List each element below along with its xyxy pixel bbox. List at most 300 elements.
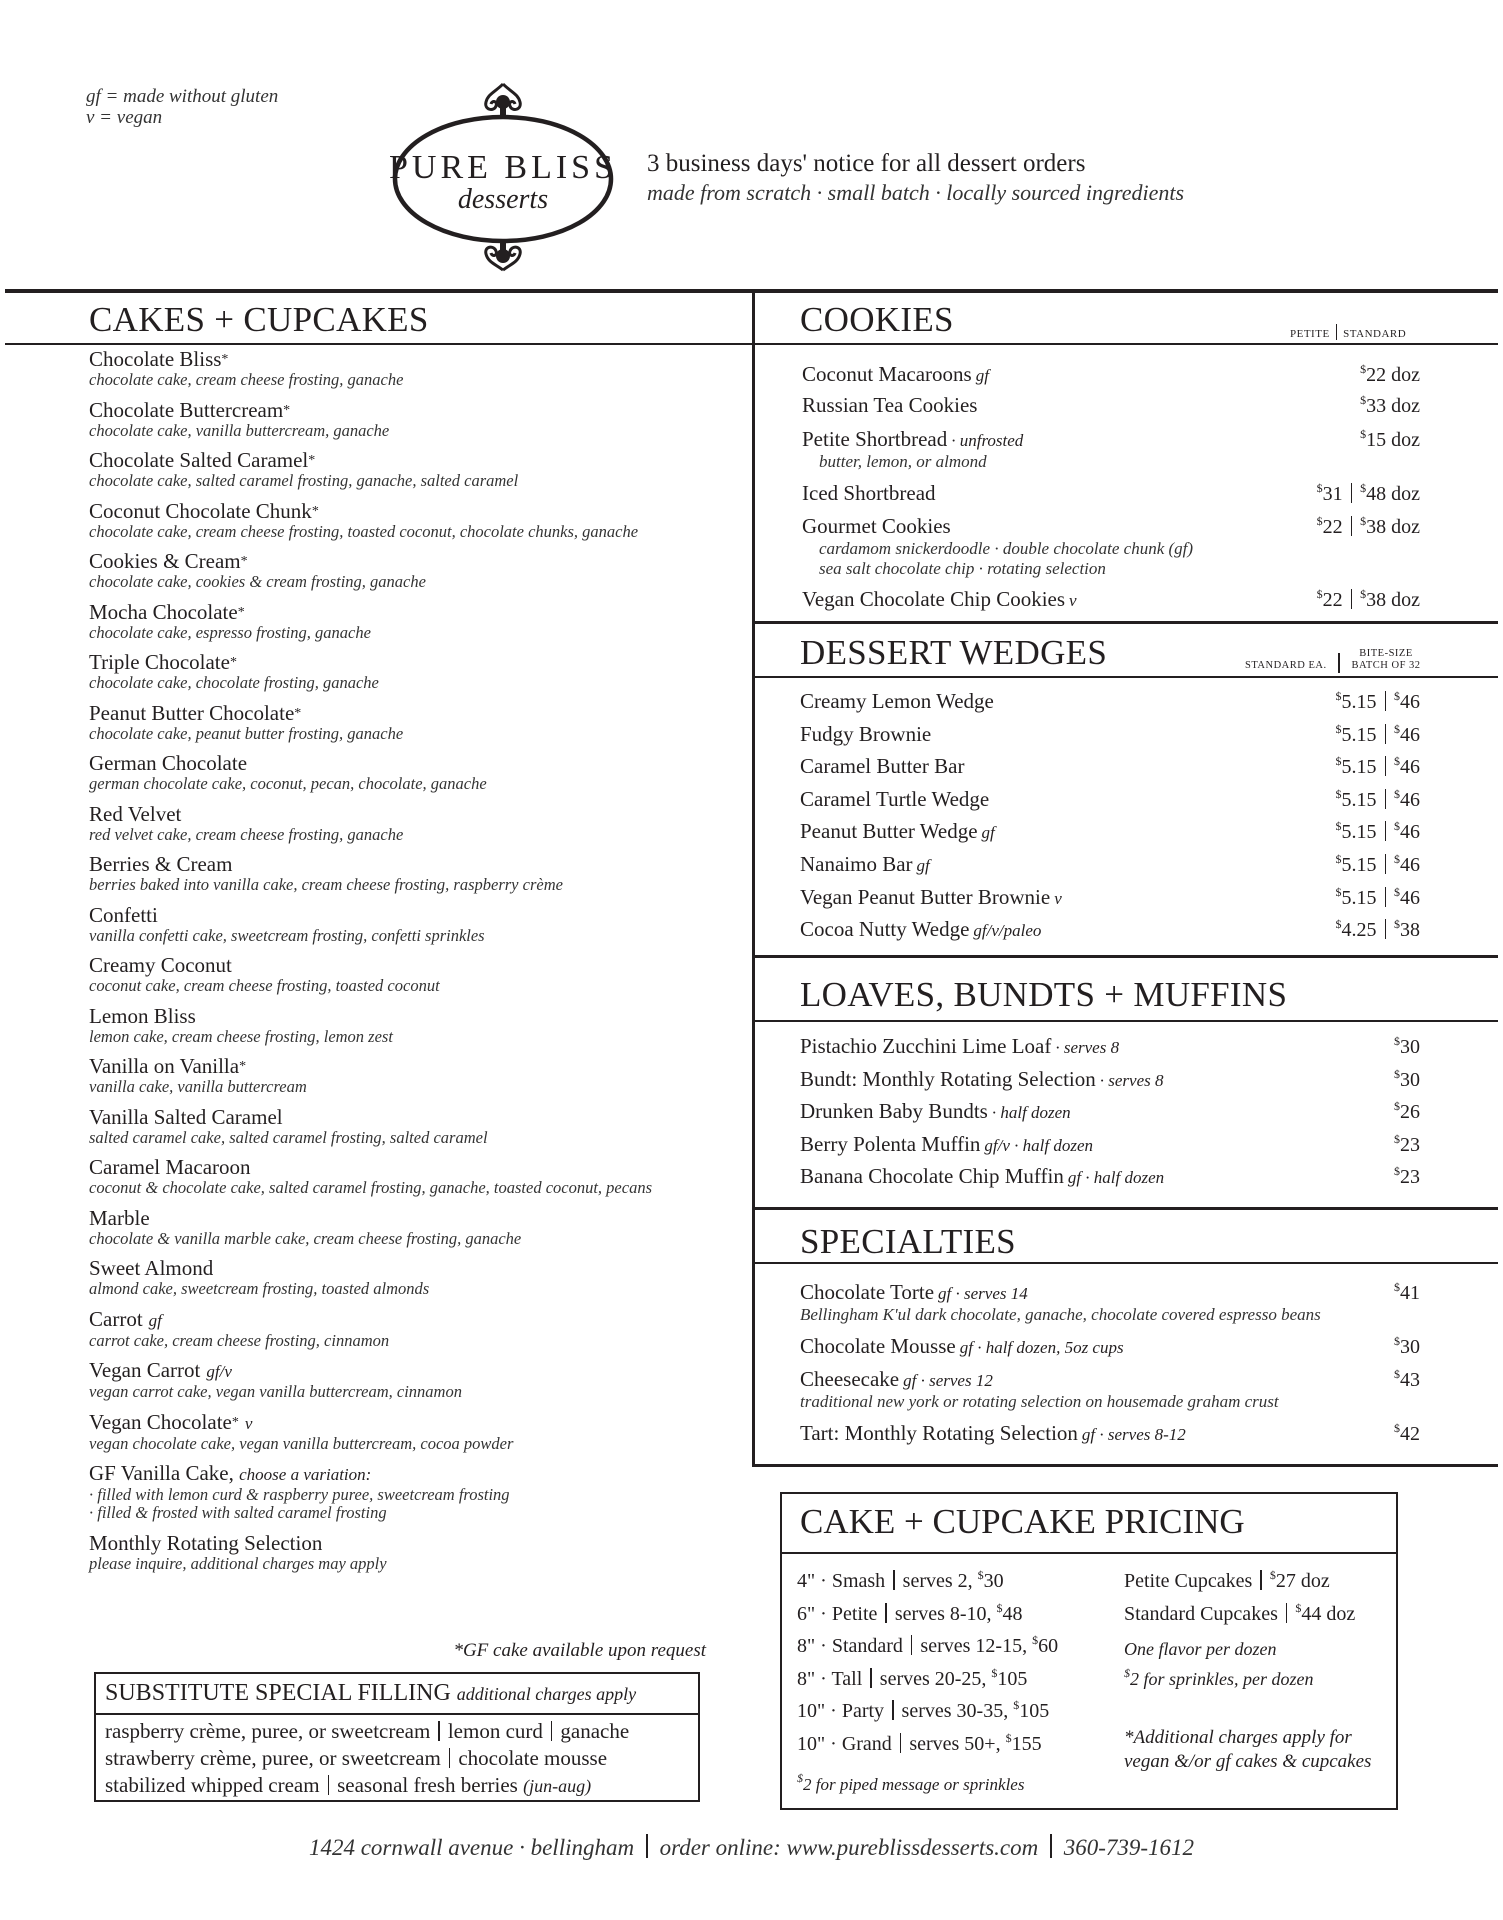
filling-row-1: [96, 1718, 698, 1745]
price-value: 23: [1400, 1166, 1420, 1188]
cake-desc: almond cake, sweetcream frosting, toasted almonds: [89, 1279, 430, 1298]
wedges-title: DESSERT WEDGES: [800, 633, 1108, 672]
cookie-name: Petite Shortbread: [802, 427, 948, 451]
specialties-title-rule: [752, 1262, 1498, 1264]
cake-item: [89, 601, 739, 642]
cake-desc: berries baked into vanilla cake, cream cheese frosting, raspberry crème: [89, 875, 563, 894]
additional-line-1: *Additional charges apply for: [1124, 1727, 1352, 1748]
cake-desc: coconut & chocolate cake, salted caramel frosting, ganache, toasted coconut, pecans: [89, 1178, 652, 1197]
pricing-title: CAKE + CUPCAKE PRICING: [782, 1494, 1396, 1554]
wedge-item: [800, 819, 1420, 844]
price-standard: 38 doz: [1366, 589, 1420, 611]
filling-row-2: [96, 1745, 698, 1772]
item-price: $5.15 $46: [1335, 786, 1420, 811]
cookie-tag: · unfrosted: [951, 431, 1024, 450]
per-dozen-line-1: One flavor per dozen: [1124, 1639, 1277, 1659]
price-value: 30: [1400, 1068, 1420, 1091]
cake-size: 10" · Party: [797, 1700, 885, 1722]
cakes-title: CAKES + CUPCAKES: [89, 300, 429, 339]
cookie-name: Coconut Macaroons: [802, 362, 972, 386]
cake-price: 105: [1019, 1700, 1050, 1722]
cake-price: 155: [1011, 1732, 1042, 1755]
cake-name-line: [89, 348, 739, 371]
item-price: $5.15 $46: [1335, 852, 1420, 876]
cake-item: [89, 1411, 739, 1453]
loaf-tag: gf · half dozen: [1067, 1168, 1165, 1187]
footer: [0, 1834, 1503, 1861]
price-value: 41: [1400, 1282, 1420, 1304]
item-price: $22 $38 doz: [1316, 514, 1420, 538]
cake-item: [89, 500, 739, 541]
cookie-tag: v: [1069, 591, 1077, 610]
loaf-tag: · serves 8: [1099, 1070, 1164, 1090]
item-price: $5.15 $46: [1335, 689, 1420, 713]
cake-item: [89, 1106, 739, 1147]
cake-star: *: [229, 655, 237, 670]
price-value: 30: [1400, 1336, 1420, 1358]
cake-serves: serves 50+,: [909, 1732, 1001, 1755]
cake-price: 105: [997, 1667, 1028, 1690]
item-price: $22 $38 doz: [1316, 587, 1420, 611]
cake-name: Berries & Cream: [89, 852, 233, 876]
cake-name: German Chocolate: [89, 751, 248, 775]
cake-desc: lemon cake, cream cheese frosting, lemon zest: [89, 1026, 393, 1046]
cake-diet-tag: v: [244, 1413, 253, 1433]
cake-name: Coconut Chocolate Chunk: [89, 498, 312, 523]
notice-line-1: 3 business days' notice for all dessert orders: [647, 150, 1086, 177]
cake-size: 8" · Tall: [797, 1667, 863, 1690]
cake-name-line: [89, 449, 739, 472]
cake-name: Marble: [89, 1205, 150, 1230]
cake-price: 60: [1038, 1635, 1059, 1657]
cake-name: Chocolate Buttercream: [89, 397, 284, 422]
wedges-title-rule: [752, 676, 1498, 678]
cookie-name: Iced Shortbread: [802, 481, 936, 505]
cake-name: Cookies & Cream: [89, 549, 241, 573]
specialty-tag: gf · serves 14: [938, 1284, 1028, 1303]
cake-name: Creamy Coconut: [89, 953, 232, 977]
specialty-name: Chocolate Mousse: [800, 1334, 956, 1358]
cake-item: [89, 1055, 739, 1096]
cookie-name: Vegan Chocolate Chip Cookies: [802, 587, 1066, 611]
loaf-price: $30: [1394, 1066, 1420, 1091]
price-value: 43: [1400, 1369, 1420, 1391]
specialty-tag: gf · serves 12: [903, 1371, 993, 1390]
cake-desc: chocolate cake, salted caramel frosting, ganache, salted caramel: [89, 471, 519, 490]
legend-gf: gf = made without gluten: [86, 86, 279, 107]
cupcake-value: 27 doz: [1275, 1570, 1330, 1592]
cake-item: [89, 904, 739, 945]
price-petite: 22: [1322, 589, 1343, 611]
price-standard: 46: [1400, 788, 1420, 811]
cake-desc: german chocolate cake, coconut, pecan, chocolate, ganache: [89, 774, 487, 793]
col-batch: BATCH OF 32: [1351, 660, 1421, 671]
cake-star: *: [308, 453, 316, 468]
specialty-price: $43: [1394, 1367, 1420, 1391]
filling-option: strawberry crème, puree, or sweetcream: [105, 1746, 441, 1770]
cake-name-line: [89, 1055, 739, 1078]
price-petite: 5.15: [1341, 854, 1377, 876]
wedge-tag: gf/v/paleo: [973, 921, 1042, 941]
price-petite: 5.15: [1341, 723, 1377, 746]
cake-size: 6" · Petite: [797, 1602, 878, 1625]
cake-desc: vanilla confetti cake, sweetcream frosting, confetti sprinkles: [89, 925, 485, 945]
cookie-name-line: [802, 362, 1420, 387]
specialty-item: [800, 1334, 1420, 1359]
cake-size-price: 10" · Grand serves 50+, $155: [797, 1730, 1042, 1755]
cake-size: 8" · Standard: [797, 1635, 903, 1657]
item-price: $5.15 $46: [1335, 721, 1420, 746]
wedge-tag: gf: [981, 823, 995, 843]
gf-vanilla-option-1: · filled with lemon curd & raspberry puree, sweetcream frosting: [89, 1485, 510, 1504]
per-dozen-line-2: $2 for sprinkles, per dozen: [1124, 1666, 1314, 1689]
cupcake-price: Standard Cupcakes $44 doz: [1124, 1600, 1356, 1625]
cake-star: *: [311, 503, 319, 519]
item-price: $5.15 $46: [1335, 819, 1420, 844]
wedge-item: [800, 754, 1420, 779]
specialties-bottom-rule: [752, 1464, 1498, 1467]
cake-size-price: 6" · Petite serves 8-10, $48: [797, 1600, 1023, 1625]
wedges-top-rule: [752, 621, 1498, 624]
gf-cake-note: *GF cake available upon request: [453, 1640, 706, 1661]
price-standard: 22 doz: [1366, 364, 1420, 386]
price-standard: 38 doz: [1366, 516, 1420, 538]
cake-star: *: [231, 1414, 239, 1430]
specialties-title: SPECIALTIES: [800, 1222, 1016, 1261]
filling-option: ganache: [560, 1719, 630, 1743]
loaf-item: [800, 1034, 1420, 1059]
wedge-item: [800, 852, 1420, 877]
price-standard: 46: [1400, 756, 1420, 779]
wedge-item: [800, 689, 1420, 714]
cake-desc: chocolate cake, cream cheese frosting, toasted coconut, chocolate chunks, ganache: [89, 521, 639, 541]
cookies-title-rule: [752, 343, 1498, 345]
loaves-title: LOAVES, BUNDTS + MUFFINS: [800, 975, 1288, 1014]
cake-name-line: [89, 1359, 739, 1383]
wedge-name: Fudgy Brownie: [800, 721, 932, 746]
cookie-item: [802, 393, 1420, 418]
loaf-item: [800, 1099, 1420, 1124]
cake-star: *: [221, 352, 229, 367]
cake-desc: chocolate cake, espresso frosting, ganache: [89, 622, 371, 642]
filling-option: chocolate mousse: [458, 1746, 608, 1770]
loaf-item: [800, 1132, 1420, 1157]
cookie-item: [802, 587, 1420, 612]
cake-name-line: [89, 500, 739, 523]
cake-name: Vegan Carrot: [89, 1358, 201, 1382]
price-standard: 15 doz: [1366, 429, 1420, 451]
filling-option: stabilized whipped cream: [105, 1773, 320, 1797]
cookie-desc: sea salt chocolate chip · rotating selection: [819, 559, 1106, 578]
gf-vanilla-name: GF Vanilla Cake,: [89, 1461, 234, 1485]
cake-name-line: [89, 954, 739, 977]
cake-name-line: [89, 904, 739, 927]
cake-name-line: [89, 1411, 739, 1435]
cake-star: *: [294, 705, 302, 721]
cupcake-value: 44 doz: [1301, 1602, 1356, 1625]
loaf-item: [800, 1067, 1420, 1092]
cake-star: *: [237, 604, 245, 620]
filling-row-3: [96, 1772, 698, 1800]
cookie-item: [802, 514, 1420, 579]
price-standard: 46: [1400, 691, 1420, 713]
col-petite: PETITE: [1290, 328, 1330, 340]
gf-vanilla-option-2: · filled & frosted with salted caramel frosting: [89, 1503, 387, 1522]
cake-item: [89, 348, 739, 389]
col-standard: STANDARD: [1343, 328, 1407, 340]
item-price: $33 doz: [1360, 393, 1420, 417]
cake-name-line: [89, 399, 739, 422]
cake-size-price: 4" · Smash serves 2, $30: [797, 1568, 1004, 1592]
cake-desc: vanilla cake, vanilla buttercream: [89, 1077, 307, 1096]
cake-item: [89, 803, 739, 844]
cake-name-line: [89, 601, 739, 624]
cake-name-line: [89, 702, 739, 725]
diet-legend: [86, 86, 278, 128]
cake-item: [89, 752, 739, 793]
price-value: 23: [1400, 1133, 1420, 1156]
cake-desc: chocolate cake, vanilla buttercream, ganache: [89, 420, 390, 440]
price-value: 26: [1400, 1101, 1420, 1123]
cake-item: [89, 651, 739, 692]
cookie-name-line: [802, 427, 1420, 452]
cake-desc: vegan chocolate cake, vegan vanilla buttercream, cocoa powder: [89, 1433, 514, 1453]
cake-star: *: [283, 402, 291, 418]
legend-v: v = vegan: [86, 107, 163, 128]
cake-desc: red velvet cake, cream cheese frosting, ganache: [89, 824, 404, 844]
loaf-tag: gf/v · half dozen: [984, 1135, 1094, 1155]
loaves-top-rule: [752, 955, 1498, 958]
cake-items: [89, 348, 739, 1453]
specialty-item: [800, 1280, 1420, 1325]
monthly-cake-item: [89, 1532, 739, 1573]
cake-name: Vanilla Salted Caramel: [89, 1104, 283, 1129]
cake-desc: coconut cake, cream cheese frosting, toasted coconut: [89, 976, 440, 995]
price-petite: 5.15: [1341, 886, 1377, 909]
filling-option: lemon curd: [447, 1719, 543, 1743]
cookie-item: [802, 481, 1420, 506]
wedge-name: Creamy Lemon Wedge: [800, 689, 994, 713]
gf-vanilla-note: choose a variation:: [239, 1465, 372, 1484]
specialty-item: [800, 1367, 1420, 1412]
substitute-title: SUBSTITUTE SPECIAL FILLING: [105, 1680, 451, 1706]
cake-name: Triple Chocolate: [89, 650, 230, 674]
footer-phone[interactable]: 360-739-1612: [1063, 1835, 1195, 1860]
cookie-desc: butter, lemon, or almond: [819, 452, 987, 471]
price-standard: 46: [1400, 854, 1420, 876]
price-petite: 31: [1322, 483, 1343, 505]
cake-name: Mocha Chocolate: [89, 599, 238, 624]
cake-name-line: [89, 1308, 739, 1332]
wedge-name: Caramel Butter Bar: [800, 754, 965, 779]
cookies-col-heads: [1290, 324, 1406, 340]
monthly-cake-desc: please inquire, additional charges may apply: [89, 1553, 387, 1573]
cake-desc: chocolate & vanilla marble cake, cream cheese frosting, ganache: [89, 1228, 522, 1248]
item-price: $15 doz: [1360, 427, 1420, 451]
specialty-tag: gf · serves 8-12: [1081, 1425, 1186, 1444]
cake-name: Confetti: [89, 902, 158, 927]
loaf-price: $23: [1394, 1131, 1420, 1156]
price-petite: 5.15: [1341, 756, 1377, 779]
cake-serves: serves 30-35,: [901, 1700, 1009, 1722]
specialty-price: $41: [1394, 1280, 1420, 1304]
cake-star: *: [240, 554, 248, 569]
cake-name-line: [89, 1106, 739, 1129]
cake-item: [89, 1257, 739, 1298]
cake-item: [89, 449, 739, 490]
per-dozen-note: [1124, 1637, 1314, 1691]
cake-item: [89, 954, 739, 995]
cake-diet-tag: gf: [148, 1310, 162, 1330]
specialty-price: $30: [1394, 1334, 1420, 1358]
loaf-name: Drunken Baby Bundts: [800, 1099, 988, 1123]
price-value: 42: [1400, 1423, 1420, 1445]
price-standard: 46: [1400, 723, 1420, 746]
cake-item: [89, 1207, 739, 1248]
substitute-filling-box: [94, 1672, 700, 1802]
loaf-name: Pistachio Zucchini Lime Loaf: [800, 1034, 1052, 1058]
loaves-title-rule: [752, 1020, 1498, 1022]
cookie-tag: gf: [975, 366, 989, 385]
price-standard: 38: [1400, 919, 1420, 942]
cake-name: Peanut Butter Chocolate: [89, 700, 295, 725]
cake-name: Caramel Macaroon: [89, 1155, 251, 1179]
additional-line-2: vegan &/or gf cakes & cupcakes: [1124, 1751, 1372, 1772]
cake-diet-tag: gf/v: [206, 1362, 232, 1381]
wedge-item: [800, 787, 1420, 812]
col-standard-each: STANDARD EA.: [1245, 660, 1327, 671]
logo-brand-text: PURE BLISS: [390, 149, 616, 186]
price-standard: 46: [1400, 821, 1420, 844]
cookie-item: [802, 427, 1420, 472]
cake-name-line: [89, 651, 739, 674]
cake-serves: serves 20-25,: [879, 1667, 987, 1690]
loaf-name: Banana Chocolate Chip Muffin: [800, 1164, 1064, 1188]
cake-name: Lemon Bliss: [89, 1003, 196, 1028]
cake-name-line: [89, 1257, 739, 1280]
cookie-name: Russian Tea Cookies: [802, 393, 978, 417]
specialty-name: Cheesecake: [800, 1367, 900, 1391]
loaf-price: $26: [1394, 1099, 1420, 1123]
loaf-tag: · half dozen: [991, 1103, 1071, 1122]
cake-size-price: 8" · Standard serves 12-15, $60: [797, 1633, 1059, 1657]
logo-sub-text: desserts: [457, 184, 549, 215]
price-standard: 46: [1400, 886, 1420, 909]
cupcake-name: Petite Cupcakes: [1124, 1570, 1253, 1592]
cake-item: [89, 1308, 739, 1350]
cake-desc: carrot cake, cream cheese frosting, cinnamon: [89, 1330, 390, 1350]
wedge-name: Nanaimo Bar: [800, 852, 913, 876]
cake-pricing-box: [780, 1492, 1398, 1810]
col-bite-size: BITE-SIZE: [1359, 648, 1413, 659]
wedge-tag: v: [1054, 888, 1062, 908]
cookie-desc: cardamom snickerdoodle · double chocolate chunk (gf): [819, 539, 1194, 558]
cake-item: [89, 1005, 739, 1046]
cake-size: 4" · Smash: [797, 1570, 886, 1592]
cookie-name: Gourmet Cookies: [802, 514, 951, 538]
specialty-name: Tart: Monthly Rotating Selection: [800, 1421, 1078, 1445]
cookies-title: COOKIES: [800, 300, 954, 339]
loaf-price: $23: [1394, 1164, 1420, 1188]
monthly-cake-name: Monthly Rotating Selection: [89, 1530, 323, 1555]
price-petite: 5.15: [1341, 821, 1377, 844]
loaf-price: $30: [1394, 1034, 1420, 1058]
specialty-name-line: [800, 1421, 1420, 1446]
pure-bliss-logo: [390, 82, 616, 272]
notice-line-2: made from scratch · small batch · locally sourced ingredients: [647, 180, 1185, 205]
cake-star: *: [239, 1059, 247, 1074]
substitute-note: additional charges apply: [456, 1684, 637, 1704]
order-notice: [647, 150, 1184, 206]
item-price: $5.15 $46: [1335, 754, 1420, 779]
loaf-tag: · serves 8: [1055, 1038, 1120, 1057]
price-standard: 33 doz: [1366, 395, 1420, 417]
cake-name-line: [89, 803, 739, 826]
loaf-item: [800, 1164, 1420, 1189]
cake-name-line: [89, 1005, 739, 1028]
item-price: $31 $48 doz: [1316, 481, 1420, 505]
cake-desc: chocolate cake, chocolate frosting, ganache: [89, 673, 379, 692]
specialties-top-rule: [752, 1207, 1498, 1210]
cake-name: Vegan Chocolate: [89, 1409, 232, 1434]
wedge-name: Caramel Turtle Wedge: [800, 786, 990, 811]
cake-desc: chocolate cake, peanut butter frosting, ganache: [89, 723, 404, 743]
specialty-price: $42: [1394, 1421, 1420, 1445]
additional-charges-note: [1124, 1726, 1371, 1774]
filling-option: seasonal fresh berries: [337, 1773, 518, 1797]
price-petite: 5.15: [1341, 691, 1377, 713]
cake-desc: chocolate cake, cookies & cream frosting, ganache: [89, 572, 426, 591]
cupcake-price: Petite Cupcakes $27 doz: [1124, 1568, 1330, 1592]
filling-option: raspberry crème, puree, or sweetcream: [105, 1719, 431, 1743]
cake-price: 48: [1002, 1602, 1023, 1625]
column-divider: [752, 289, 755, 1466]
cake-item: [89, 399, 739, 440]
cake-name-line: [89, 1156, 739, 1179]
cake-name: Vanilla on Vanilla: [89, 1054, 240, 1078]
price-petite: 5.15: [1341, 788, 1377, 811]
price-standard: 48 doz: [1366, 483, 1420, 505]
cake-size-price: 8" · Tall serves 20-25, $105: [797, 1665, 1028, 1690]
specialty-name-line: [800, 1367, 1420, 1392]
cake-serves: serves 12-15,: [920, 1635, 1028, 1657]
wedge-name: Cocoa Nutty Wedge: [800, 917, 970, 942]
cake-serves: serves 2,: [902, 1570, 973, 1592]
cake-size-price: 10" · Party serves 30-35, $105: [797, 1698, 1050, 1722]
cake-name-line: [89, 853, 739, 876]
cupcake-name: Standard Cupcakes: [1124, 1602, 1278, 1625]
item-price: $4.25 $38: [1335, 917, 1420, 942]
cookie-name-line: [802, 393, 1420, 418]
specialty-desc: traditional new york or rotating selection on housemade graham crust: [800, 1392, 1279, 1411]
wedge-item: [800, 917, 1420, 942]
footer-website[interactable]: order online: www.pureblissdesserts.com: [659, 1835, 1039, 1860]
price-value: 30: [1400, 1036, 1420, 1058]
price-petite: 22: [1322, 516, 1343, 538]
cake-name-line: [89, 752, 739, 775]
footer-address: 1424 cornwall avenue · bellingham: [308, 1835, 635, 1860]
cake-item: [89, 853, 739, 894]
cake-size: 10" · Grand: [797, 1732, 892, 1755]
cake-price: 30: [983, 1570, 1004, 1592]
specialty-name-line: [800, 1280, 1420, 1305]
specialty-tag: gf · half dozen, 5oz cups: [959, 1338, 1124, 1357]
specialty-name: Chocolate Torte: [800, 1280, 935, 1304]
filling-season-note: (jun-aug): [523, 1776, 592, 1796]
cake-name: Chocolate Salted Caramel: [89, 448, 309, 472]
logo-emblem: [390, 82, 616, 272]
cake-name-line: [89, 1207, 739, 1230]
